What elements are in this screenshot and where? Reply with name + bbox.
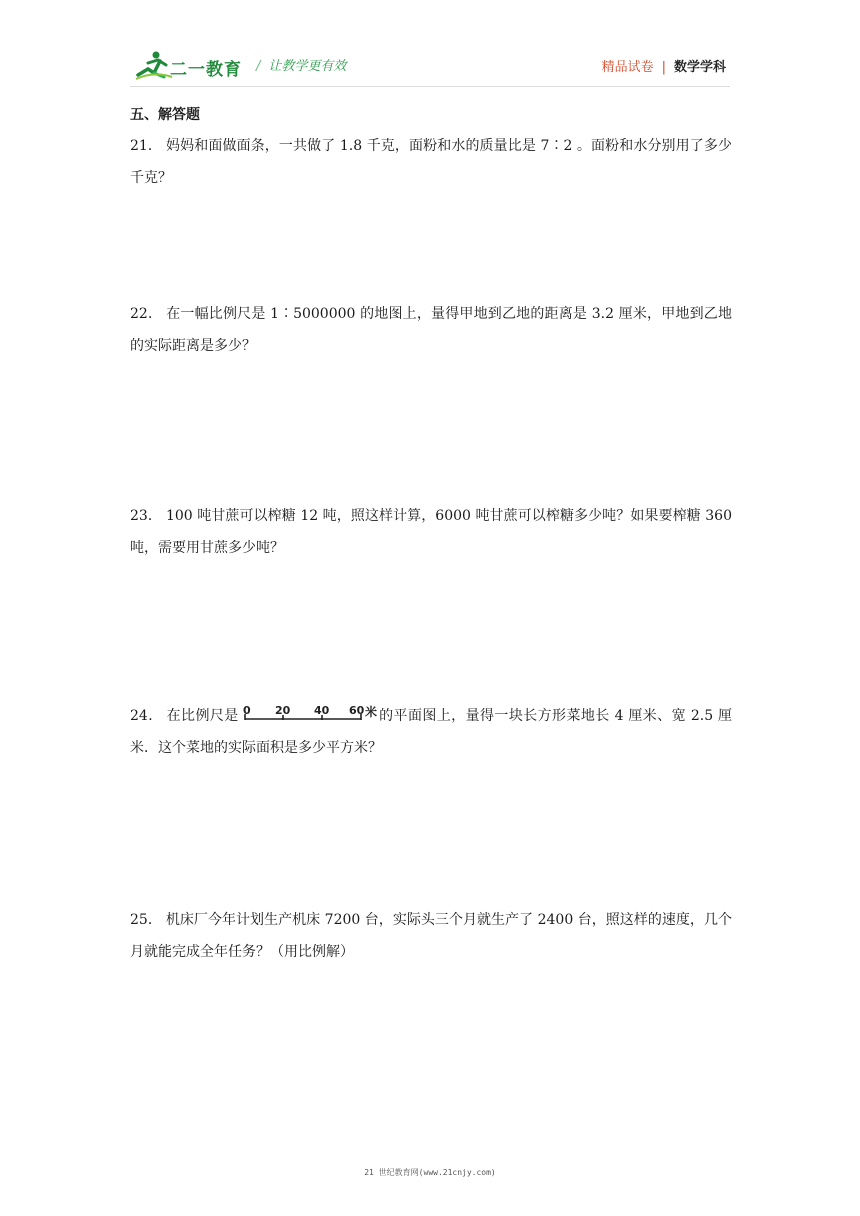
question-text-after: 的平面图上，量得一块长方形菜地长 4 厘米、宽 2.5 厘米．这个菜地的实际面积是多少平方米？ — [130, 708, 732, 756]
tag-separator: | — [661, 60, 666, 75]
question-number: 25． — [130, 912, 162, 928]
slogan-divider: / — [256, 59, 261, 74]
question-text: 妈妈和面做面条，一共做了 1.8 千克，面粉和水的质量比是 7∶2 。面粉和水分别用了多少千克？ — [130, 138, 732, 186]
scale-label: 20 — [274, 704, 291, 717]
question-24 — [130, 700, 732, 764]
document-body — [130, 104, 732, 960]
tag-premium: 精品试卷 — [601, 60, 654, 75]
question-text: 机床厂今年计划生产机床 7200 台，实际头三个月就生产了 2400 台，照这样的速度，几个月就能完成全年任务？（用比例解） — [130, 912, 732, 960]
tag-subject: 数学学科 — [673, 60, 726, 75]
question-number: 21． — [130, 138, 163, 154]
page-header — [0, 0, 860, 100]
question-21 — [130, 130, 732, 194]
question-number: 23． — [130, 508, 162, 524]
question-text-before: 在比例尺是 — [166, 708, 239, 724]
question-25 — [130, 904, 732, 968]
question-text: 100 吨甘蔗可以榨糖 12 吨，照这样计算，6000 吨甘蔗可以榨糖多少吨？如果要榨糖 360 吨，需要用甘蔗多少吨？ — [130, 508, 732, 556]
question-number: 24． — [130, 708, 163, 724]
scale-unit: 米 — [364, 705, 377, 719]
header-tags — [602, 56, 726, 75]
question-23 — [130, 500, 732, 564]
scale-label: 40 — [313, 704, 330, 717]
slogan-text: 让教学更有效 — [268, 59, 347, 74]
slogan — [256, 55, 346, 74]
runner-logo-icon — [134, 49, 174, 81]
question-22 — [130, 298, 732, 362]
scale-bar — [239, 703, 379, 725]
page-footer: 21 世纪教育网(www.21cnjy.com) — [364, 1168, 496, 1177]
scale-label: 0 — [242, 704, 251, 717]
question-number: 22． — [130, 306, 163, 322]
logo — [134, 49, 254, 81]
section-title: 五、解答题 — [130, 107, 200, 123]
scale-label: 60 — [348, 704, 365, 717]
logo-text: 二一教育 — [170, 60, 242, 80]
header-divider — [130, 86, 730, 87]
question-text: 在一幅比例尺是 1∶5000000 的地图上，量得甲地到乙地的距离是 3.2 厘米，甲地到乙地的实际距离是多少？ — [130, 306, 732, 354]
